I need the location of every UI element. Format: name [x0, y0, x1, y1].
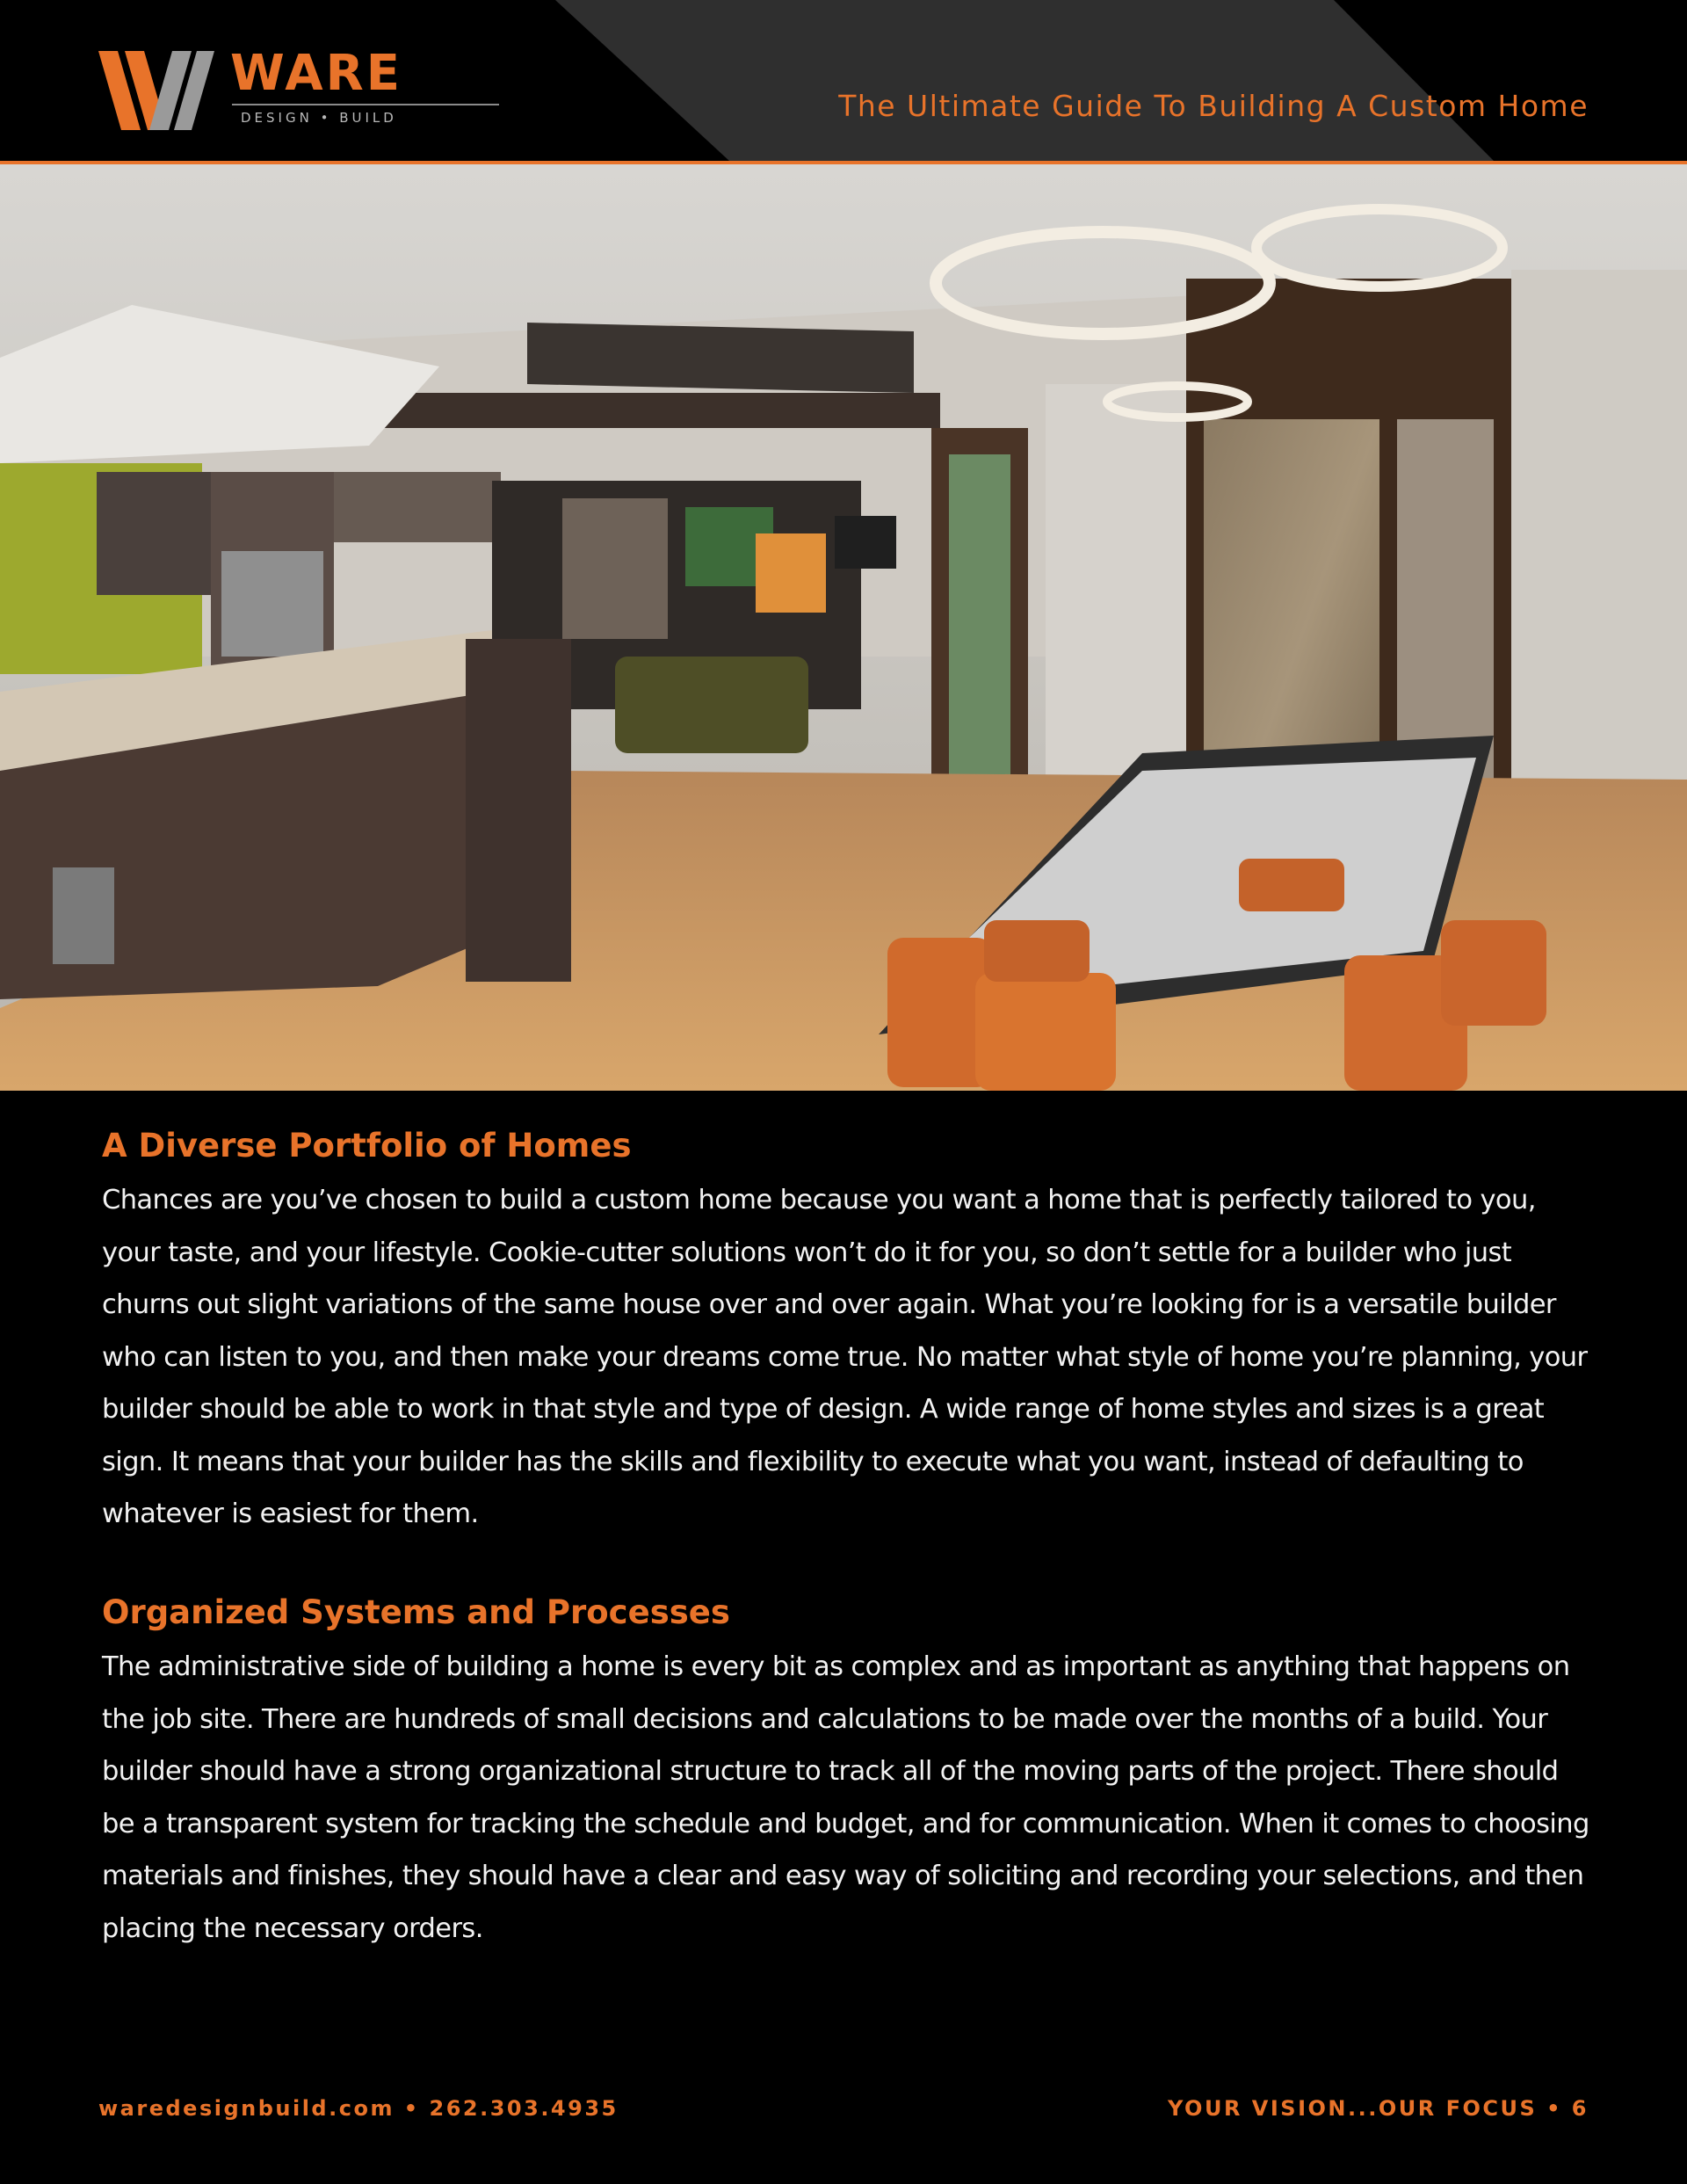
- section-body: Chances are you’ve chosen to build a custom home because you want a home that is perfectly tailored to you, your taste, and your lifestyle. Cookie-cutter solutions won’t do it for you, so don’t settle for a builder who just churns out slight variations of the same house over and over again. What you’re looking for is a versatile builder who can listen to you, and then make your dreams come true. No matter what style of home you’re planning, your builder should be able to work in that style and type of design. A wide range of home styles and sizes is a great sign. It means that your builder has the skills and flexibility to execute what you want, instead of defaulting to whatever is easiest for them.: [102, 1185, 1588, 1530]
- page-header: [0, 0, 1687, 161]
- section-diverse-portfolio: [102, 1127, 1596, 1541]
- section-heading: Organized Systems and Processes: [102, 1593, 730, 1631]
- brand-subtitle: DESIGN • BUILD: [241, 110, 397, 126]
- kitchen-dining-interior-photo-icon: [0, 164, 1687, 1091]
- guide-title: The Ultimate Guide To Building A Custom Home: [838, 89, 1589, 123]
- section-organized-systems: [102, 1593, 1596, 1955]
- section-body: The administrative side of building a home is every bit as complex and as important as anything that happens on the job site. There are hundreds of small decisions and calculations to be made over the months of a build. Your builder should have a strong organizational structure to track all of the moving parts of the project. There should be a transparent system for tracking the schedule and budget, and for communication. When it comes to choosing materials and finishes, they should have a clear and easy way of soliciting and recording your selections, and then placing the necessary orders.: [102, 1651, 1589, 1944]
- logo-divider: [232, 104, 499, 105]
- main-content: [102, 1116, 1596, 1955]
- section-heading: A Diverse Portfolio of Homes: [102, 1127, 632, 1165]
- ware-logo-icon: [98, 51, 214, 130]
- brand-name: WARE: [230, 45, 402, 102]
- company-logo[interactable]: [98, 46, 415, 134]
- hero-image: [0, 164, 1687, 1091]
- footer-tagline-page-number: YOUR VISION...OUR FOCUS • 6: [1168, 2096, 1589, 2121]
- footer-contact[interactable]: waredesignbuild.com • 262.303.4935: [98, 2096, 619, 2121]
